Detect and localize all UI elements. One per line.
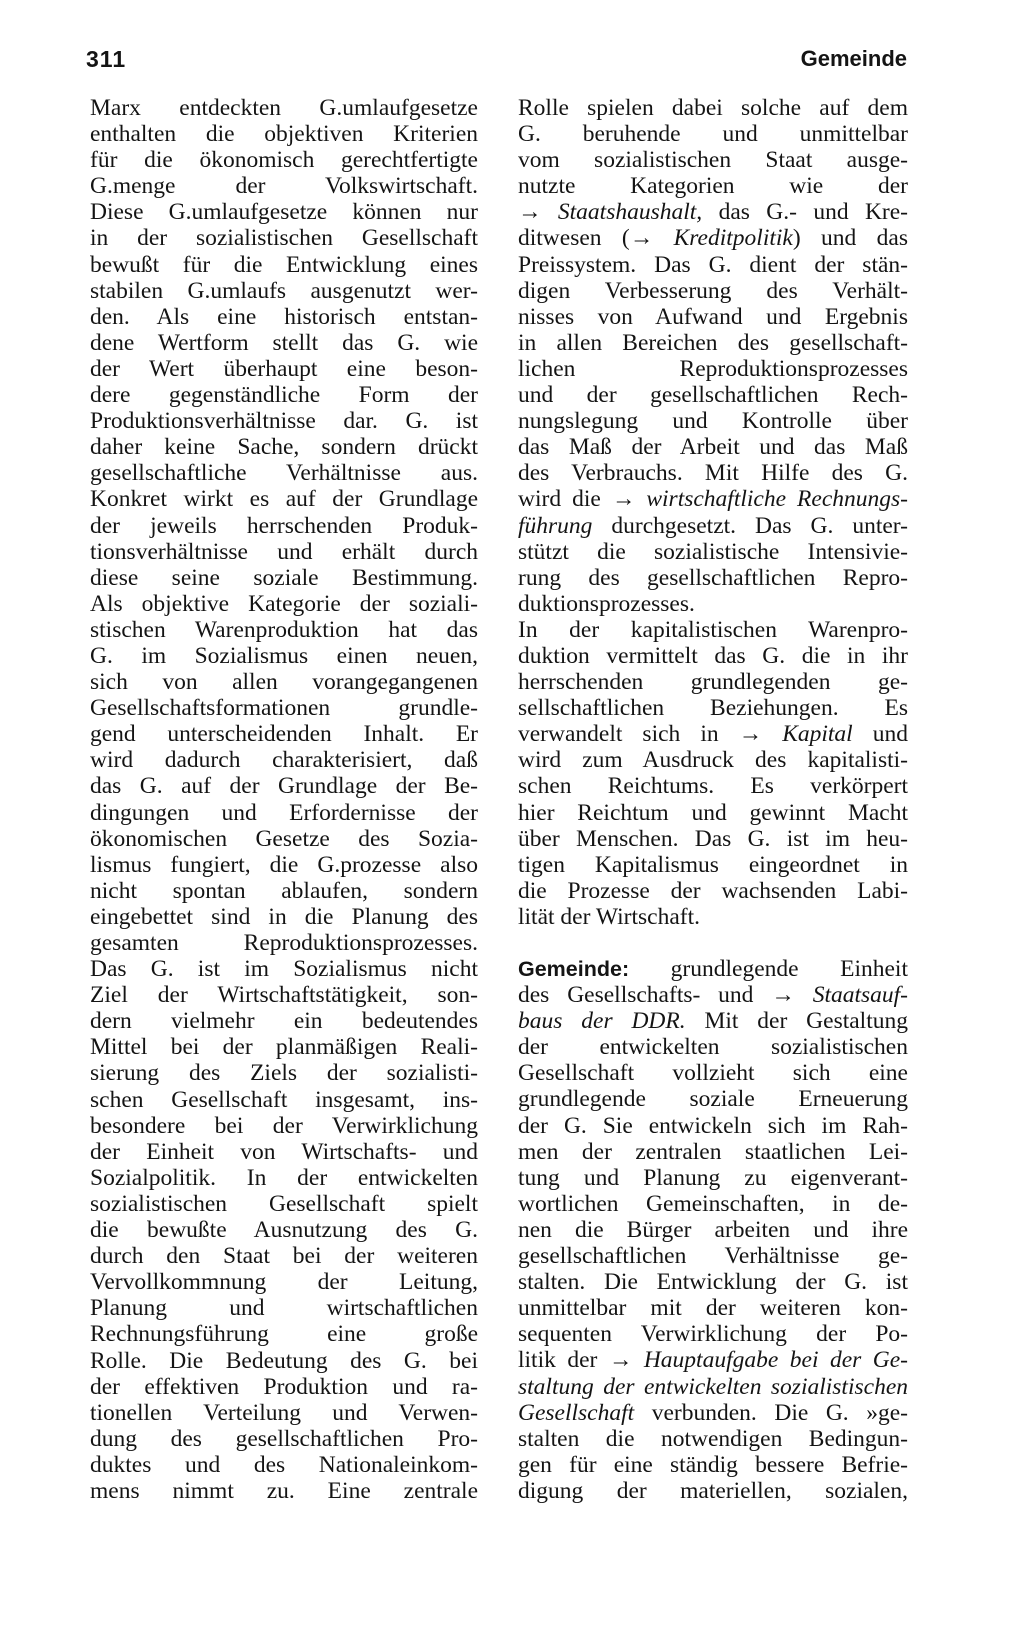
text-line: das Maß der Arbeit und das Maß xyxy=(518,434,908,461)
text-line: rung des gesellschaftlichen Repro- xyxy=(518,564,908,591)
text-line: der Wert überhaupt eine beson- xyxy=(90,355,478,382)
text-line: besondere bei der Verwirklichung xyxy=(90,1112,478,1139)
text-span: wird die → xyxy=(518,486,647,513)
text-line xyxy=(518,721,908,747)
text-line: duktionsprozesses. xyxy=(518,590,695,617)
text-line xyxy=(518,1347,908,1373)
text-line: grundlegende soziale Erneuerung xyxy=(518,1086,908,1113)
text-line: Als objektive Kategorie der soziali- xyxy=(90,590,478,617)
cross-reference-term: wirtschaftliche Rechnungs- xyxy=(646,486,908,513)
text-line: in der sozialistischen Gesellschaft xyxy=(90,225,478,252)
text-line: Sozialpolitik. In der entwickelten xyxy=(90,1164,478,1191)
text-line: Diese G.umlaufgesetze können nur xyxy=(90,199,478,226)
text-line: der entwickelten sozialistischen xyxy=(518,1034,908,1061)
text-line: die bewußte Ausnutzung des G. xyxy=(90,1217,478,1244)
paragraph-gap xyxy=(518,930,908,956)
cross-reference-term: Kreditpolitik xyxy=(673,225,793,252)
text-line: schen Reichtums. Es verkörpert xyxy=(518,773,908,800)
text-line: gend unterscheidenden Inhalt. Er xyxy=(90,721,478,748)
text-span: Mit der Gestaltung xyxy=(685,1008,908,1035)
text-line: daher keine Sache, sondern drückt xyxy=(90,434,478,461)
text-line: der effektiven Produktion und ra- xyxy=(90,1373,478,1400)
text-line: ökonomischen Gesetze des Sozia- xyxy=(90,825,478,852)
text-line: der jeweils herrschenden Produk- xyxy=(90,512,478,539)
text-line: dingungen und Erfordernisse der xyxy=(90,799,478,826)
text-line: Rolle. Die Bedeutung des G. bei xyxy=(90,1347,478,1374)
text-line: nicht spontan ablaufen, sondern xyxy=(90,877,478,904)
text-line: in allen Bereichen des gesellschaft- xyxy=(518,329,908,356)
text-line: für die ökonomisch gerechtfertigte xyxy=(90,147,478,174)
text-line: Preissystem. Das G. dient der stän- xyxy=(518,251,908,278)
text-line xyxy=(518,225,908,251)
text-line: der G. Sie entwickeln sich im Rah- xyxy=(518,1112,908,1139)
text-line: unmittelbar mit der weiteren kon- xyxy=(518,1295,908,1322)
text-line: tigen Kapitalismus eingeordnet in xyxy=(518,851,908,878)
text-line: die Prozesse der wachsenden Labi- xyxy=(518,877,908,904)
text-line: dere gegenständliche Form der xyxy=(90,382,478,409)
text-line: wird zum Ausdruck des kapitalisti- xyxy=(518,747,908,774)
text-line: enthalten die objektiven Kriterien xyxy=(90,121,478,148)
text-line: sich von allen vorangegangenen xyxy=(90,669,478,696)
text-line: In der kapitalistischen Warenpro- xyxy=(518,616,908,643)
text-line: nen die Bürger arbeiten und ihre xyxy=(518,1216,908,1243)
text-span: ditwesen (→ xyxy=(518,225,674,252)
cross-reference-term: Staatsauf- xyxy=(812,982,908,1009)
text-line: Gesellschaft vollzieht sich eine xyxy=(518,1060,908,1087)
text-line: digen Verbesserung des Verhält- xyxy=(518,277,908,304)
text-line: sequenten Verwirklichung der Po- xyxy=(518,1321,908,1348)
text-line: Rechnungsführung eine große xyxy=(90,1321,478,1348)
text-span: ) und das xyxy=(792,225,908,252)
text-line: digung der materiellen, sozialen, xyxy=(518,1477,908,1504)
text-line: schen Gesellschaft insgesamt, ins- xyxy=(90,1086,478,1113)
text-line: Ziel der Wirtschaftstätigkeit, son- xyxy=(90,982,478,1009)
running-head: Gemeinde xyxy=(800,46,907,71)
text-span: litik der → xyxy=(518,1347,644,1374)
text-line xyxy=(518,1374,908,1400)
text-line: stützt die sozialistische Intensivie- xyxy=(518,538,908,565)
text-line: Vervollkommnung der Leitung, xyxy=(90,1269,478,1296)
text-line: herrschenden grundlegenden ge- xyxy=(518,669,908,696)
text-span: und xyxy=(852,721,908,748)
text-line: G.menge der Volkswirtschaft. xyxy=(90,173,478,200)
text-line: tionsverhältnisse und erhält durch xyxy=(90,538,478,565)
text-line: Produktionsverhältnisse dar. G. ist xyxy=(90,408,478,435)
text-line: G. beruhende und unmittelbar xyxy=(518,121,908,148)
text-line: Konkret wirkt es auf der Grundlage xyxy=(90,486,478,513)
text-span: das G.- und Kre- xyxy=(702,199,908,226)
text-line: wird dadurch charakterisiert, daß xyxy=(90,747,478,774)
cross-reference-term: baus der DDR. xyxy=(518,1008,686,1035)
text-line xyxy=(518,1400,908,1426)
text-line: bewußt für die Entwicklung eines xyxy=(90,251,478,278)
text-line: Planung und wirtschaftlichen xyxy=(90,1295,478,1322)
text-line xyxy=(518,982,908,1008)
text-span: verwandelt sich in → xyxy=(518,721,783,748)
text-line: gesellschaftlichen Verhältnisse ge- xyxy=(518,1243,908,1270)
text-span: des Gesellschafts- und → xyxy=(518,982,813,1009)
text-line: wortlichen Gemeinschaften, in de- xyxy=(518,1190,908,1217)
text-line: diese seine soziale Bestimmung. xyxy=(90,564,478,591)
text-line: sozialistischen Gesellschaft spielt xyxy=(90,1190,478,1217)
text-line: Gesellschaftsformationen grundle- xyxy=(90,695,478,722)
text-line: des Verbrauchs. Mit Hilfe des G. xyxy=(518,460,908,487)
cross-reference-term: Kapital xyxy=(782,721,853,748)
text-line: der Einheit von Wirtschafts- und xyxy=(90,1138,478,1165)
cross-reference-term: führung xyxy=(518,512,593,539)
text-line: stabilen G.umlaufs ausgenutzt wer- xyxy=(90,277,478,304)
text-line xyxy=(518,956,908,982)
text-line: G. im Sozialismus einen neuen, xyxy=(90,642,478,669)
text-line: tionellen Verteilung und Verwen- xyxy=(90,1399,478,1426)
page-number: 311 xyxy=(86,46,127,72)
text-line: durch den Staat bei der weiteren xyxy=(90,1243,478,1270)
text-line: duktes und des Nationaleinkom- xyxy=(90,1451,478,1478)
right-column xyxy=(518,95,908,1504)
text-line xyxy=(518,1008,908,1034)
text-line: sierung des Ziels der sozialisti- xyxy=(90,1060,478,1087)
text-line: Marx entdeckten G.umlaufgesetze xyxy=(90,95,478,121)
text-line: lität der Wirtschaft. xyxy=(518,903,700,930)
text-line: sellschaftlichen Beziehungen. Es xyxy=(518,695,908,722)
text-line: eingebettet sind in die Planung des xyxy=(90,903,478,930)
text-line: stalten die notwendigen Bedingun- xyxy=(518,1425,908,1452)
text-line: nisses von Aufwand und Ergebnis xyxy=(518,303,908,330)
left-column xyxy=(90,95,478,1504)
text-line: nungslegung und Kontrolle über xyxy=(518,408,908,435)
text-line: und der gesellschaftlichen Rech- xyxy=(518,382,908,409)
cross-reference-term: Hauptaufgabe bei der Ge- xyxy=(643,1347,908,1374)
text-line: nutzte Kategorien wie der xyxy=(518,173,908,200)
text-line: men der zentralen staatlichen Lei- xyxy=(518,1138,908,1165)
text-line xyxy=(518,486,908,512)
text-line: gesellschaftliche Verhältnisse aus. xyxy=(90,460,478,487)
text-span: verbunden. Die G. »ge- xyxy=(634,1399,908,1426)
text-line: stalten. Die Entwicklung der G. ist xyxy=(518,1269,908,1296)
text-line: über Menschen. Das G. ist im heu- xyxy=(518,825,908,852)
text-span: → xyxy=(518,199,558,226)
text-line: dung des gesellschaftlichen Pro- xyxy=(90,1425,478,1452)
text-line: gen für eine ständig bessere Befrie- xyxy=(518,1451,908,1478)
text-line: gesamten Reproduktionsprozesses. xyxy=(90,930,478,956)
cross-reference-term: Gesellschaft xyxy=(518,1399,635,1426)
cross-reference-term: Staatshaushalt, xyxy=(557,199,703,226)
text-line: stischen Warenproduktion hat das xyxy=(90,616,478,643)
text-line: vom sozialistischen Staat ausge- xyxy=(518,147,908,174)
text-line: hier Reichtum und gewinnt Macht xyxy=(518,799,908,826)
text-line xyxy=(518,513,908,539)
text-line: mens nimmt zu. Eine zentrale xyxy=(90,1477,478,1504)
text-span: durchgesetzt. Das G. unter- xyxy=(592,512,908,539)
cross-reference-term: staltung der entwickelten sozialistischen xyxy=(518,1373,908,1400)
text-line xyxy=(518,199,908,225)
text-line: das G. auf der Grundlage der Be- xyxy=(90,773,478,800)
text-line: Das G. ist im Sozialismus nicht xyxy=(90,956,478,983)
text-line: Mittel bei der planmäßigen Reali- xyxy=(90,1034,478,1061)
text-line: den. Als eine historisch entstan- xyxy=(90,303,478,330)
entry-headword: Gemeinde: xyxy=(518,957,630,981)
text-line: lismus fungiert, die G.prozesse also xyxy=(90,851,478,878)
text-line: dene Wertform stellt das G. wie xyxy=(90,329,478,356)
text-line: duktion vermittelt das G. die in ihr xyxy=(518,642,908,669)
text-line: lichen Reproduktionsprozesses xyxy=(518,355,908,382)
text-line: dern vielmehr ein bedeutendes xyxy=(90,1008,478,1035)
text-line: tung und Planung zu eigenverant- xyxy=(518,1164,908,1191)
text-line: Rolle spielen dabei solche auf dem xyxy=(518,95,908,121)
text-span: grundlegende Einheit xyxy=(629,956,908,982)
